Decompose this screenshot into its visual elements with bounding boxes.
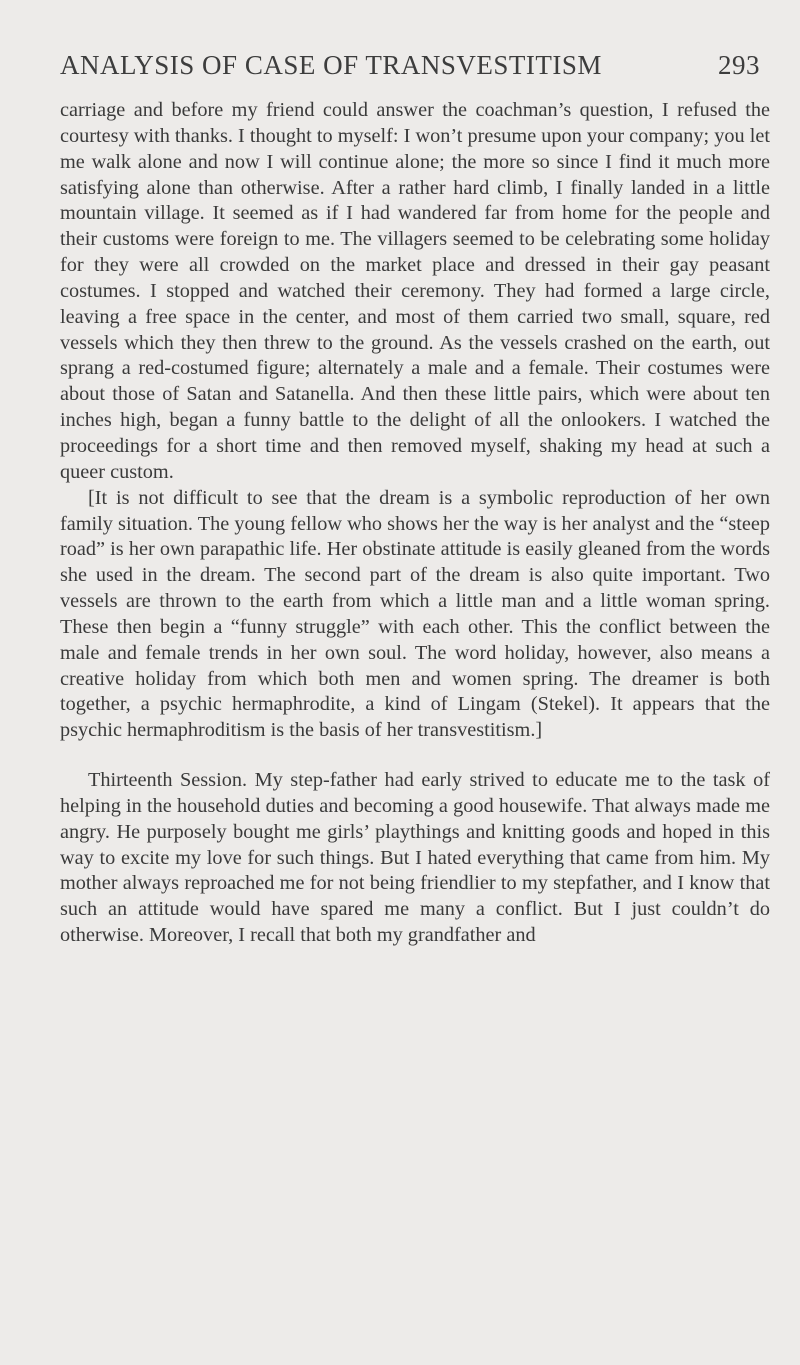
page-number: 293 xyxy=(718,50,760,80)
running-head: ANALYSIS OF CASE OF TRANSVESTITISM xyxy=(60,50,602,80)
page-header xyxy=(60,50,760,84)
section-gap xyxy=(60,744,770,768)
paragraph-dream-narrative: carriage and before my friend could answer the coachman’s question, I refused the courtesy with thanks. I thought to myself: I won’t presume upon your company; you let me walk alone and now I will continue alone; the more so since I find it much more satisfying alone than otherwise. After a rather hard climb, I finally landed in a little mountain village. It seemed as if I had wandered far from home for the people and their customs were foreign to me. The villagers seemed to be celebrating some holiday for they were all crowded on the market place and dressed in their gay peasant costumes. I stopped and watched their ceremony. They had formed a large circle, leaving a free space in the center, and most of them carried two small, square, red vessels which they then threw to the ground. As the vessels crashed on the earth, out sprang a red-costumed figure; alternately a male and a female. Their costumes were about those of Satan and Satanella. And then these little pairs, which were about ten inches high, began a funny battle to the delight of all the onlookers. I watched the proceedings for a short time and then removed myself, shaking my head at such a queer custom. xyxy=(60,99,770,483)
paragraph-analysis-commentary: [It is not difficult to see that the dream is a symbolic reproduction of her own family situation. The young fellow who shows her the way is her analyst and the “steep road” is her own parapathic life. Her obstinate attitude is easily gleaned from the words she used in the dream. The second part of the dream is also quite important. Two vessels are thrown to the earth from which a little man and a little woman spring. These then begin a “funny struggle” with each other. This the conflict between the male and female trends in her own soul. The word holiday, however, also means a creative holiday from which both men and women spring. The dreamer is both together, a psychic hermaphrodite, a kind of Lingam (Stekel). It appears that the psychic hermaphroditism is the basis of her transvestitism.] xyxy=(60,486,770,742)
body-text xyxy=(60,98,770,949)
paragraph-thirteenth-session: Thirteenth Session. My step-father had early strived to educate me to the task of helping in the household duties and becoming a good housewife. That always made me angry. He purposely bought me girls’ playthings and knitting goods and hoped in this way to excite my love for such things. But I hated everything that came from him. My mother always reproached me for not being friendlier to my stepfather, and I know that such an attitude would have spared me many a conflict. But I just couldn’t do otherwise. Moreover, I recall that both my grandfather and xyxy=(60,769,770,947)
